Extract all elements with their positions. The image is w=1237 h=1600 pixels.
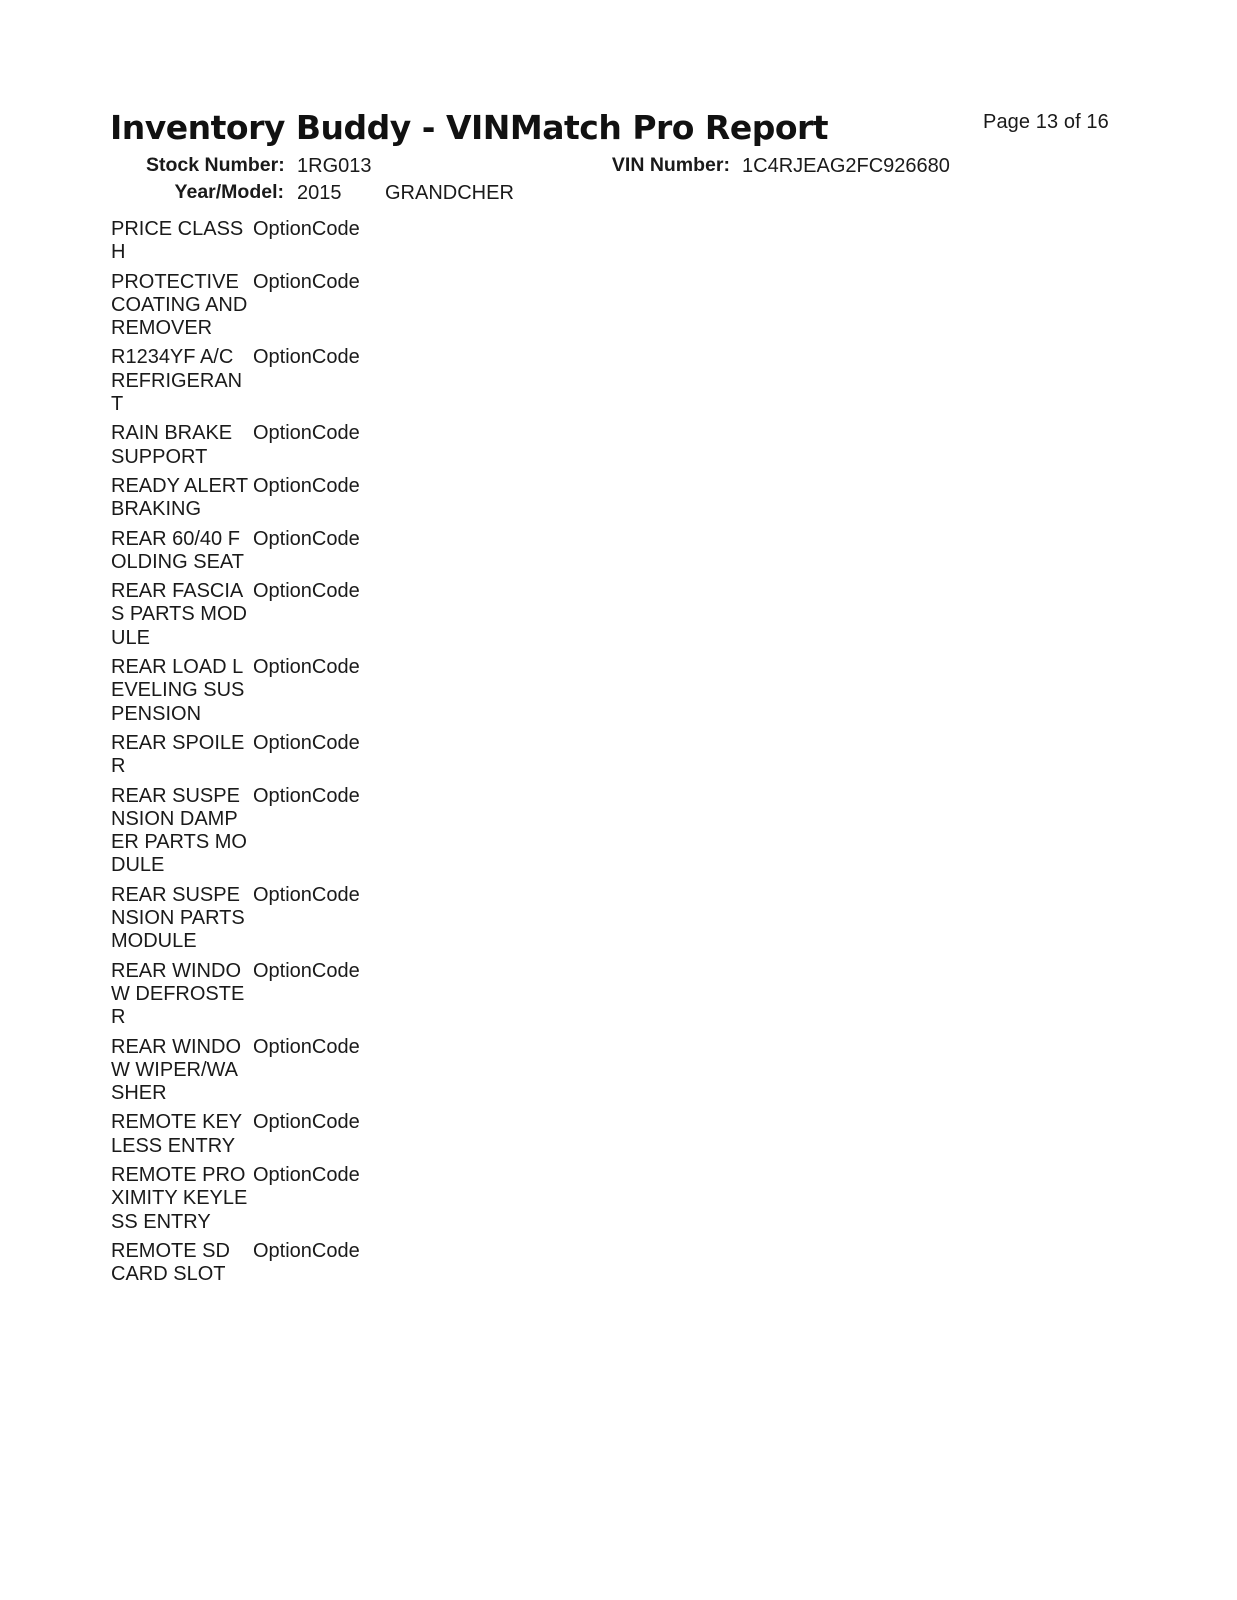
stock-number-value: 1RG013: [297, 155, 372, 177]
option-type: OptionCode: [253, 731, 360, 754]
option-row: [111, 1240, 360, 1287]
option-name: REAR SPOILER: [111, 731, 245, 778]
option-name: REMOTE PROXIMITY KEYLESS ENTRY: [111, 1163, 248, 1233]
option-type: OptionCode: [253, 1163, 360, 1186]
option-name: RAIN BRAKE SUPPORT: [111, 422, 233, 468]
option-row: [111, 732, 360, 779]
option-row: [111, 960, 360, 1030]
option-name: READY ALERT BRAKING: [111, 474, 248, 521]
option-name: REAR WINDOW DEFROSTER: [111, 959, 245, 1029]
option-name: REAR SUSPENSION DAMPER PARTS MODULE: [111, 784, 247, 877]
option-row: [111, 218, 360, 265]
option-row: [111, 1111, 360, 1158]
option-row: [111, 785, 360, 878]
option-row: [111, 1036, 360, 1106]
option-name: REAR WINDOW WIPER/WASHER: [111, 1035, 241, 1105]
option-type: OptionCode: [253, 580, 360, 603]
year-model-label: Year/Model:: [174, 181, 284, 203]
option-type: OptionCode: [253, 656, 360, 679]
option-name: PROTECTIVE COATING AND REMOVER: [111, 270, 248, 340]
option-type: OptionCode: [253, 1111, 360, 1134]
option-row: [111, 422, 360, 469]
option-name: REMOTE SD CARD SLOT: [111, 1239, 230, 1286]
option-type: OptionCode: [253, 422, 360, 445]
report-title: Inventory Buddy - VINMatch Pro Report: [110, 108, 829, 147]
option-type: OptionCode: [253, 346, 360, 369]
option-row: [111, 271, 360, 341]
option-row: [111, 884, 360, 954]
option-type: OptionCode: [253, 1035, 360, 1058]
options-list: [111, 218, 360, 1292]
option-type: OptionCode: [253, 270, 360, 293]
option-name: REMOTE KEYLESS ENTRY: [111, 1111, 243, 1157]
option-name: R1234YF A/C REFRIGERANT: [111, 346, 243, 416]
model-value: GRANDCHER: [385, 182, 514, 204]
option-type: OptionCode: [253, 527, 360, 550]
option-name: REAR SUSPENSION PARTS MODULE: [111, 883, 245, 953]
vin-number-label: VIN Number:: [611, 154, 730, 176]
option-type: OptionCode: [253, 474, 360, 497]
page-number: Page 13 of 16: [983, 111, 1109, 133]
option-type: OptionCode: [253, 1239, 360, 1262]
vin-number-value: 1C4RJEAG2FC926680: [742, 155, 950, 177]
option-row: [111, 475, 360, 522]
option-type: OptionCode: [253, 959, 360, 982]
option-name: REAR LOAD LEVELING SUSPENSION: [111, 656, 245, 725]
option-row: [111, 346, 360, 416]
option-name: REAR FASCIAS PARTS MODULE: [111, 580, 247, 649]
option-name: PRICE CLASS H: [111, 218, 244, 264]
year-value: 2015: [297, 182, 342, 204]
option-name: REAR 60/40 FOLDING SEAT: [111, 527, 244, 573]
option-row: [111, 580, 360, 650]
option-row: [111, 528, 360, 575]
option-type: OptionCode: [253, 784, 360, 807]
stock-number-label: Stock Number:: [146, 154, 285, 176]
option-row: [111, 656, 360, 726]
option-type: OptionCode: [253, 883, 360, 906]
option-type: OptionCode: [253, 218, 360, 240]
option-row: [111, 1164, 360, 1234]
